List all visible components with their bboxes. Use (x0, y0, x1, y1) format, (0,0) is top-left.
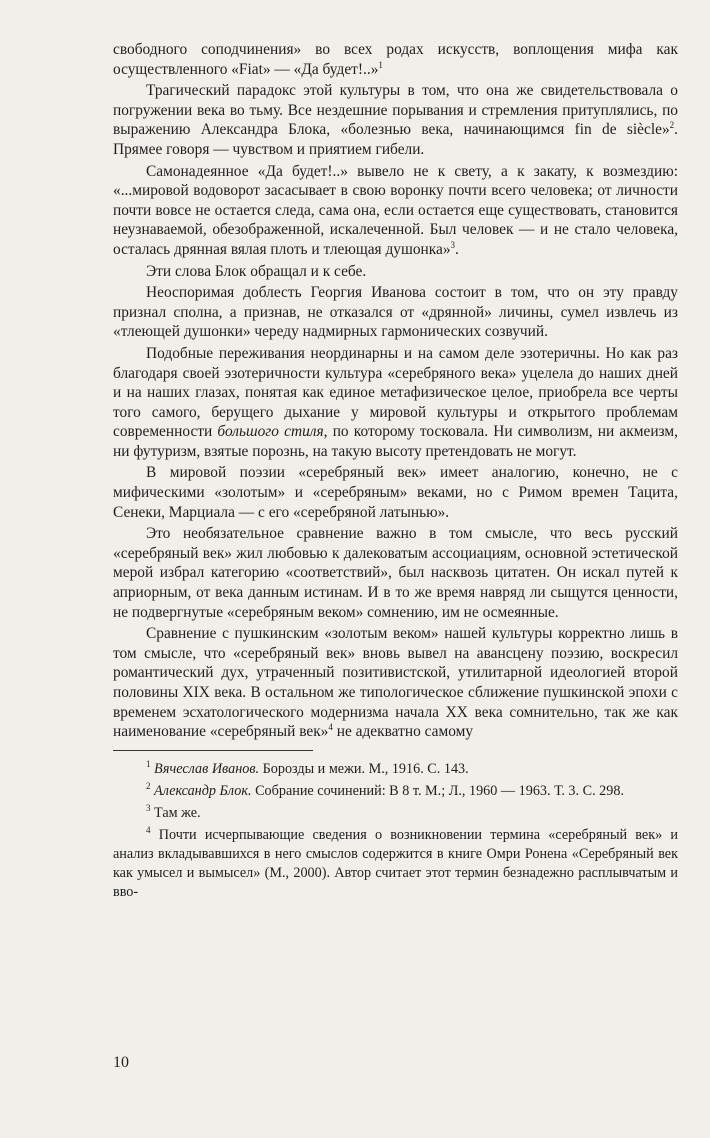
paragraph-3: Самонадеянное «Да будет!..» вывело не к свету, а к закату, к возмездию: «...мировой водоворот засасывает в свою воронку почти всего человека; от личности почти вовсе не остается следа, сама она, если остается еще существовать, становится неузнаваемой, обезображенной, искалеченной. Был человек — и не стало человека, осталась дрянная вялая плоть и тлеющая душонка»$^3$. (113, 162, 678, 258)
paragraph-6: Подобные переживания неординарны и на самом деле эзотеричны. Но как раз благодаря своей эзотеричности культура «серебряного века» уцелела до наших дней и на наших глазах, понятая как единое метафизическое целое, приобрела все черты того самого, берущего дыхание у мировой культуры и открытого проблемам современности большого стиля, по которому тосковала. Ни символизм, ни акмеизм, ни футуризм, взятые порознь, на такую высоту претендовать не могут. (113, 344, 678, 460)
paragraph-9: Сравнение с пушкинским «золотым веком» нашей культуры корректно лишь в том смысле, что «серебряный век» вновь вывел на авансцену поэзию, воскресил романтический дух, утраченный позитивистской, утилитарной идеологией второй половины XIX века. В остальном же типологическое сближение пушкинской эпохи с временем эсхатологического модернизма начала XX века сомнительно, так же как наименование «серебряный век»$^4$ не адекватно самому (113, 625, 678, 741)
footnote-4: $^4$ Почти исчерпывающие сведения о возникновении термина «серебряный век» и анализ вкладывавшихся в него смыслов содержится в книге Омри Ронена «Серебряный век как умысел и вымысел» (М., 2000). Автор считает этот термин безнадежно расплывчатым и вво- (113, 824, 678, 900)
footnote-1: $^1$ Вячеслав Иванов. Борозды и межи. М., 1916. С. 143. (146, 758, 469, 777)
main-text (113, 40, 678, 742)
italic-term: большого стиля (217, 423, 324, 441)
footnote-ref-3: 3 (450, 239, 456, 250)
footnote-3: $^3$ Там же. (146, 802, 201, 821)
page-number: 10 (113, 1054, 129, 1071)
footnote-ref-2: 2 (669, 120, 675, 131)
footnote-author: Александр Блок. (154, 782, 252, 799)
footnote-ref-4: 4 (328, 722, 333, 733)
footnote-author: Вячеслав Иванов. (154, 760, 260, 777)
paragraph-7: В мировой поэзии «серебряный век» имеет аналогию, конечно, не с мифическими «золотым» и «серебряным» веками, но с Римом времен Тацита, Сенеки, Марциала — с его «серебряной латынью». (113, 464, 678, 521)
paragraph-4: Эти слова Блок обращал и к себе. (146, 262, 367, 280)
paragraph-5: Неоспоримая доблесть Георгия Иванова состоит в том, что он эту правду признал сполна, а признав, не отказался от «дрянной» личины, сумел извлечь из «тлеющей душонки» череду надмирных гармонических созвучий. (113, 284, 678, 341)
paragraph-8: Это необязательное сравнение важно в том смысле, что весь русский «серебряный век» жил любовью к далековатым ассоциациям, основной эстетической мерой избрал категорию «соответствий», был насквозь цитатен. Он искал путей к априорным, от века данным истинам. И в то же время навряд ли сыщутся ценности, не подвергнутые «серебряным веком» сомнению, им не осмеянные. (113, 525, 678, 621)
paragraph-2: Трагический парадокс этой культуры в том, что она же свидетельствовала о погружении века во тьму. Все нездешние порывания и стремления притуплялись, по выражению Александра Блока, «болезнью века, начинающимся fin de siècle»$^2$. Прямее говоря — чувством и приятием гибели. (113, 82, 678, 158)
footnote-ref-1: 1 (378, 59, 383, 70)
paragraph-1: свободного соподчинения» во всех родах искусств, воплощения мифа как осуществленного «Fiat» — «Да будет!..»$^1$ (113, 41, 678, 78)
footnotes (113, 750, 678, 902)
book-page (113, 40, 678, 905)
footnote-2: $^2$ Александр Блок. Собрание сочинений: В 8 т. М.; Л., 1960 — 1963. Т. 3. С. 298. (146, 780, 625, 799)
